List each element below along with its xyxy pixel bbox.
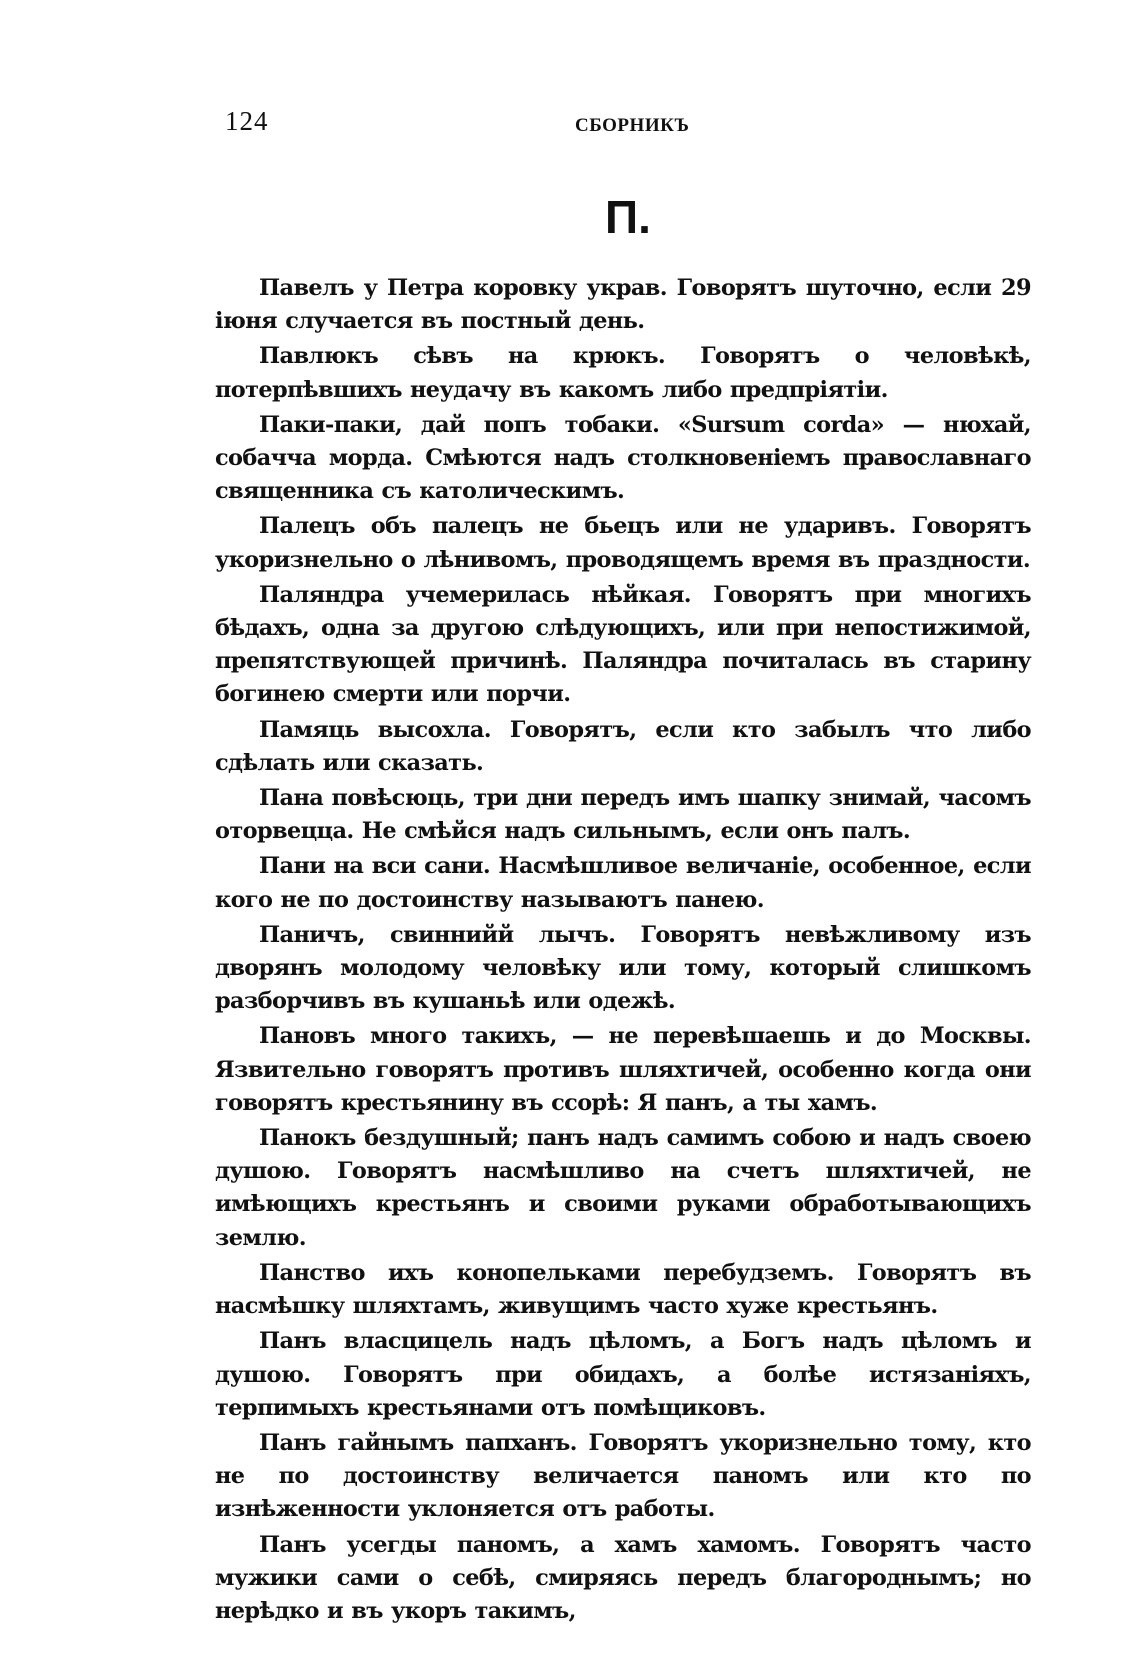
proverb-entry: Панъ усегды паномъ, а хамъ хамомъ. Говорятъ часто мужики сами о себѣ, смиряясь передъ благороднымъ; но нерѣдко и въ укоръ такимъ, <box>215 1531 1031 1624</box>
proverb-entry: Палецъ объ палецъ не бьецъ или не ударивъ. Говорятъ укоризнельно о лѣнивомъ, проводящемъ время въ праздности. <box>215 513 1031 573</box>
proverb-entry: Пановъ много такихъ, — не перевѣшаешь и до Москвы. Язвительно говорятъ противъ шляхтичей, особенно когда они говорятъ крестьянину въ ссорѣ: Я панъ, а ты хамъ. <box>215 1023 1031 1116</box>
proverb-entry: Павелъ у Петра коровку украв. Говорятъ шуточно, если 29 іюня случается въ постный день. <box>215 275 1031 335</box>
proverb-entry: Паничъ, свиннийй лычъ. Говорятъ невѣжливому изъ дворянъ молодому человѣку или тому, который слишкомъ разборчивъ въ кушаньѣ или одежѣ. <box>215 921 1031 1015</box>
proverb-entry: Панъ власцицель надъ цѣломъ, а Богъ надъ цѣломъ и душою. Говорятъ при обидахъ, а болѣе истязаніяхъ, терпимыхъ крестьянами отъ помѣщиковъ. <box>215 1328 1031 1421</box>
section-letter-heading: П. <box>605 191 651 243</box>
proverb-entry: Панство ихъ конопельками перебудземъ. Говорятъ въ насмѣшку шляхтамъ, живущимъ часто хуже крестьянъ. <box>215 1259 1031 1320</box>
page-number: 124 <box>225 106 269 136</box>
proverb-entry: Павлюкъ сѣвъ на крюкъ. Говорятъ о человѣкѣ, потерпѣвшихъ неудачу въ какомъ либо предпріятіи. <box>215 343 1031 403</box>
proverb-entry: Паляндра учемерилась нѣйкая. Говорятъ при многихъ бѣдахъ, одна за другою слѣдующихъ, или при непостижимой, препятствующей причинѣ. Паляндра почиталась въ старину богинею смерти или порчи. <box>215 581 1031 708</box>
proverb-entry: Панъ гайнымъ папханъ. Говорятъ укоризнельно тому, кто не по достоинству величается паномъ или кто по изнѣженности уклоняется отъ работы. <box>215 1429 1031 1523</box>
running-title: СБОРНИКЪ <box>575 115 690 136</box>
proverb-entry: Паки-паки, дай попъ тобаки. «Sursum corda» — нюхай, собачча морда. Смѣются надъ столкновеніемъ православнаго священника съ католическимъ. <box>215 411 1031 505</box>
proverb-entry: Панокъ бездушный; панъ надъ самимъ собою и надъ своею душою. Говорятъ насмѣшливо на счетъ шляхтичей, не имѣющихъ крестьянъ и своими руками обработывающихъ землю. <box>215 1125 1031 1251</box>
proverb-entries <box>215 272 1031 1630</box>
proverb-entry: Памяць высохла. Говорятъ, если кто забылъ что либо сдѣлать или сказать. <box>215 716 1031 776</box>
proverb-entry: Пани на вси сани. Насмѣшливое величаніе, особенное, если кого не по достоинству называютъ панею. <box>215 853 1031 913</box>
proverb-entry: Пана повѣсюць, три дни передъ имъ шапку знимай, часомъ оторвецца. Не смѣйся надъ сильнымъ, если онъ палъ. <box>215 785 1031 845</box>
